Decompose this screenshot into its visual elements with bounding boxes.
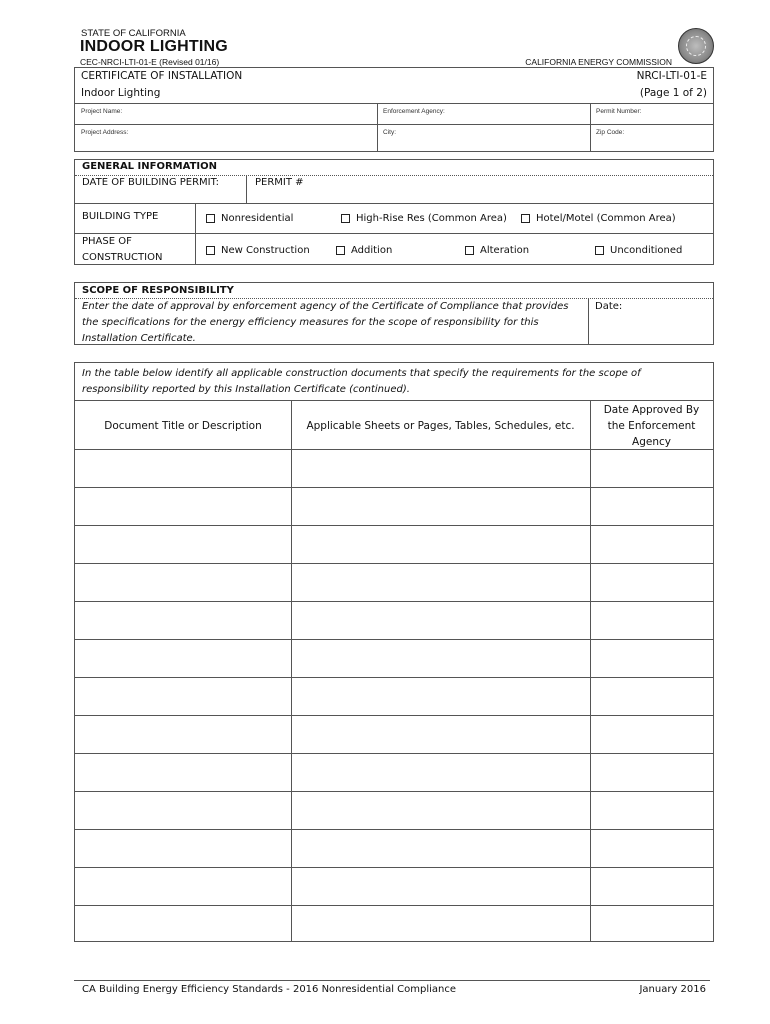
date-approved-cell[interactable] — [591, 526, 713, 562]
footer-standards: CA Building Energy Efficiency Standards - 2016 Nonresidential Compliance — [82, 984, 457, 995]
applicable-sheets-cell[interactable] — [292, 678, 590, 714]
date-of-permit-label[interactable]: DATE OF BUILDING PERMIT: — [82, 177, 220, 188]
form-revision: CEC-NRCI-LTI-01-E (Revised 01/16) — [80, 57, 220, 67]
checkbox-high-rise-res[interactable] — [341, 213, 507, 224]
footer-date: January 2016 — [639, 984, 706, 995]
city-field[interactable]: City: — [383, 129, 396, 136]
page-number: (Page 1 of 2) — [639, 87, 707, 99]
applicable-sheets-cell[interactable] — [292, 450, 590, 486]
column-header-line: the Enforcement — [607, 420, 696, 432]
scope-of-responsibility-section — [74, 282, 714, 345]
date-approved-cell[interactable] — [591, 906, 713, 942]
checkbox-icon[interactable] — [521, 214, 530, 223]
checkbox-unconditioned[interactable] — [595, 245, 682, 256]
document-title-cell[interactable] — [75, 564, 291, 600]
construction-documents-table — [74, 362, 714, 942]
applicable-sheets-cell[interactable] — [292, 716, 590, 752]
certificate-type: CERTIFICATE OF INSTALLATION — [81, 70, 243, 82]
checkbox-new-construction[interactable] — [206, 245, 310, 256]
applicable-sheets-cell[interactable] — [292, 868, 590, 904]
option-label: Unconditioned — [610, 245, 683, 256]
page-title: INDOOR LIGHTING — [80, 38, 228, 55]
building-type-label: BUILDING TYPE — [82, 211, 159, 222]
state-seal-icon — [678, 28, 714, 64]
date-approved-cell[interactable] — [591, 754, 713, 790]
general-information-section — [74, 159, 714, 265]
checkbox-hotel-motel[interactable] — [521, 213, 676, 224]
document-title-cell[interactable] — [75, 640, 291, 676]
date-approved-cell[interactable] — [591, 640, 713, 676]
applicable-sheets-cell[interactable] — [292, 526, 590, 562]
option-label: Hotel/Motel (Common Area) — [536, 213, 676, 224]
applicable-sheets-cell[interactable] — [292, 488, 590, 524]
checkbox-icon[interactable] — [336, 246, 345, 255]
column-header-line: Date Approved By — [603, 404, 700, 416]
scope-text-line1: Enter the date of approval by enforcement agency of the Certificate of Compliance that provides — [82, 301, 569, 312]
scope-text-line3: Installation Certificate. — [82, 333, 196, 344]
scope-heading: SCOPE OF RESPONSIBILITY — [82, 285, 234, 296]
date-approved-cell[interactable] — [591, 564, 713, 600]
date-approved-cell[interactable] — [591, 450, 713, 486]
document-title-cell[interactable] — [75, 868, 291, 904]
option-label: Nonresidential — [221, 213, 294, 224]
document-title-cell[interactable] — [75, 906, 291, 942]
document-title-cell[interactable] — [75, 602, 291, 638]
documents-intro-line1: In the table below identify all applicable construction documents that specify the requirements for the scope of — [82, 368, 641, 379]
checkbox-icon[interactable] — [206, 246, 215, 255]
checkbox-icon[interactable] — [465, 246, 474, 255]
document-title-cell[interactable] — [75, 716, 291, 752]
documents-intro-line2: responsibility reported by this Installation Certificate (continued). — [82, 384, 410, 395]
checkbox-icon[interactable] — [595, 246, 604, 255]
column-header-document-title: Document Title or Description — [104, 420, 262, 432]
document-title-cell[interactable] — [75, 830, 291, 866]
checkbox-icon[interactable] — [341, 214, 350, 223]
phase-label-line2: CONSTRUCTION — [82, 252, 163, 263]
applicable-sheets-cell[interactable] — [292, 564, 590, 600]
applicable-sheets-cell[interactable] — [292, 602, 590, 638]
date-approved-cell[interactable] — [591, 868, 713, 904]
applicable-sheets-cell[interactable] — [292, 906, 590, 942]
checkbox-nonresidential[interactable] — [206, 213, 293, 224]
applicable-sheets-cell[interactable] — [292, 792, 590, 828]
project-address-field[interactable]: Project Address: — [81, 129, 129, 136]
form-code: NRCI-LTI-01-E — [636, 70, 707, 82]
scope-date-field[interactable]: Date: — [595, 301, 623, 312]
document-title-cell[interactable] — [75, 792, 291, 828]
checkbox-alteration[interactable] — [465, 245, 529, 256]
column-header-applicable-sheets: Applicable Sheets or Pages, Tables, Schedules, etc. — [306, 420, 575, 432]
column-header-date-approved — [590, 402, 713, 450]
enforcement-agency-field[interactable]: Enforcement Agency: — [383, 108, 445, 115]
date-approved-cell[interactable] — [591, 716, 713, 752]
applicable-sheets-cell[interactable] — [292, 640, 590, 676]
column-header-line: Agency — [632, 436, 671, 448]
project-name-field[interactable]: Project Name: — [81, 108, 123, 115]
footer-divider — [74, 980, 710, 981]
date-approved-cell[interactable] — [591, 488, 713, 524]
permit-number-field[interactable]: Permit Number: — [596, 108, 642, 115]
state-label: STATE OF CALIFORNIA — [81, 28, 186, 39]
checkbox-icon[interactable] — [206, 214, 215, 223]
permit-number-label[interactable]: PERMIT # — [255, 177, 304, 188]
certificate-header-box — [74, 67, 714, 152]
option-label: Alteration — [480, 245, 530, 256]
option-label: High-Rise Res (Common Area) — [356, 213, 507, 224]
phase-label-line1: PHASE OF — [82, 236, 132, 247]
subject-label: Indoor Lighting — [81, 87, 161, 99]
general-information-heading: GENERAL INFORMATION — [82, 161, 217, 172]
document-title-cell[interactable] — [75, 488, 291, 524]
scope-text-line2: the specifications for the energy efficiency measures for the scope of responsibility for this — [82, 317, 539, 328]
date-approved-cell[interactable] — [591, 602, 713, 638]
agency-name: CALIFORNIA ENERGY COMMISSION — [525, 57, 672, 67]
document-title-cell[interactable] — [75, 526, 291, 562]
option-label: Addition — [351, 245, 393, 256]
date-approved-cell[interactable] — [591, 830, 713, 866]
checkbox-addition[interactable] — [336, 245, 392, 256]
date-approved-cell[interactable] — [591, 792, 713, 828]
document-title-cell[interactable] — [75, 754, 291, 790]
document-title-cell[interactable] — [75, 450, 291, 486]
zip-code-field[interactable]: Zip Code: — [596, 129, 625, 136]
applicable-sheets-cell[interactable] — [292, 830, 590, 866]
option-label: New Construction — [221, 245, 310, 256]
date-approved-cell[interactable] — [591, 678, 713, 714]
applicable-sheets-cell[interactable] — [292, 754, 590, 790]
document-title-cell[interactable] — [75, 678, 291, 714]
